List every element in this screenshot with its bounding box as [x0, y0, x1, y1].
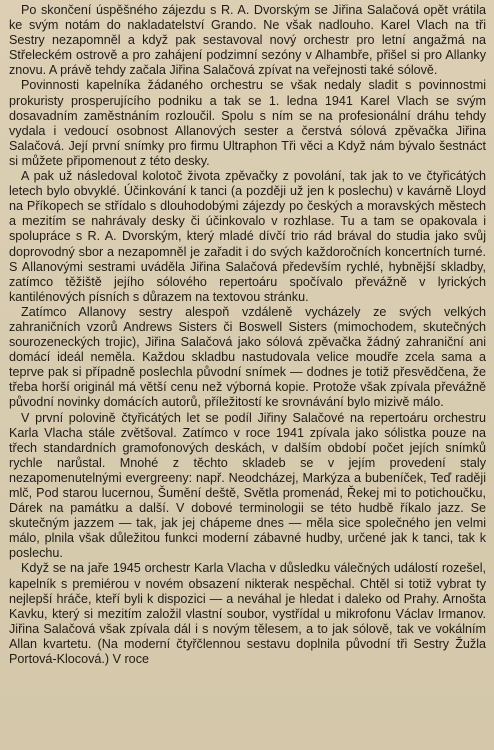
paragraph-4: Zatímco Allanovy sestry alespoň vzdáleně vycházely ze svých velkých zahraničních vzorů Andrews Sisters či Boswell Sisters (mimochodem, skutečných sourozeneckých trojic), Jiřina Salačová jako sólová zpěvačka žádný zahraniční ani domácí ideál neměla. Každou skladbu nastudovala velice moudře zcela sama a teprve pak si případně poslechla původní snímek — dodnes je totiž přesvědčena, že třeba horší originál má větší cenu než výborná kopie. Protože však zpívala převážně původní novinky domácích autorů, příležitostí ke srovnávání bylo mizivě málo. — [9, 304, 486, 410]
paragraph-6: Když se na jaře 1945 orchestr Karla Vlacha v důsledku válečných událostí rozešel, kapelník s premiérou v novém obsazení nikterak nespěchal. Chtěl si totiž vybrat ty nejlepší hráče, kteří byli k dispozici — a neváhal je hledat i daleko od Prahy. Arnošta Kavku, který si mezitím založil vlastní soubor, vystřídal u mikrofonu Václav Irmanov. Jiřina Salačová však zpívala dál i s novým tělesem, a to jak sólově, tak ve vokálním Allan kvartetu. (Na moderní čtyřčlennou sestavu doplnila původní tři Sestry Žužla Portová-Klocová.) V roce — [9, 561, 486, 667]
paragraph-5: V první polovině čtyřicátých let se podíl Jiřiny Salačové na repertoáru orchestru Karla Vlacha stále zvětšoval. Zatímco v roce 1941 zpívala jako sólistka pouze na třech standardních gramofonových deskách, v dalším období počet jejích snímků rychle narůstal. Mnohé z těchto skladeb se v jejím provedení staly nezapomenutelnými evergreeny: např. Neodcházej, Markýza a bubeníček, Teď raději mlč, Pod starou lucernou, Šumění deště, Světla promenád, Řekej mi to potichoučku, Dárek na památku a další. V dobové terminologii se této hudbě říkalo jazz. Se skutečným jazzem — tak, jak jej chápeme dnes — měla sice společného jen velmi málo, plnila však důležitou funkci moderní zábavné hudby, určené jak k tanci, tak k poslechu. — [9, 410, 486, 561]
paragraph-1: Po skončení úspěšného zájezdu s R. A. Dvorským se Jiřina Salačová opět vrátila ke svým notám do nakladatelství Grando. Ne však nadlouho. Karel Vlach na tři Sestry nezapomněl a když pak sestavoval nový orchestr pro letní angažmá na Střeleckém ostrově a pro zahájení podzimní sezóny v Alhambře, přišel si pro Allanky znovu. A právě tehdy začala Jiřina Salačová zpívat na veřejnosti také sólově. — [9, 3, 486, 78]
paragraph-2: Povinnosti kapelníka žádaného orchestru se však nedaly sladit s povinnostmi prokuristy prosperujícího podniku a tak se 1. ledna 1941 Karel Vlach se svým dosavadním zaměstnáním rozloučil. Spolu s ním se na profesionální dráhu tehdy vydala i vedoucí osobnost Allanových sester a čerstvá sólová zpěvačka Jiřina Salačová. Její první snímky pro firmu Ultraphon Tři věci a Když nám bývalo šestnáct si můžete připomenout z této desky. — [9, 78, 486, 168]
paragraph-3: A pak už následoval kolotoč života zpěvačky z povolání, tak jak to ve čtyřicátých letech bylo obvyklé. Účinkování k tanci (a později už jen k poslechu) v kavárně Lloyd na Příkopech se střídalo s dlouhodobými zájezdy po českých a moravských městech a mezitím se nahrávaly desky či účinkovalo v rozhlase. Tu a tam se opakovala i spolupráce s R. A. Dvorským, který mladé dívčí trio rád brával do studia jako svůj doprovodný sbor a nezapomněl je zařadit i do svých každoročních koncertních turné. S Allanovými sestrami uváděla Jiřina Salačová především rychlé, hybnější skladby, zatímco těžiště jejího sólového repertoáru spočívalo převážně v lyrických kantilénových písních s důrazem na textovou stránku. — [9, 169, 486, 304]
